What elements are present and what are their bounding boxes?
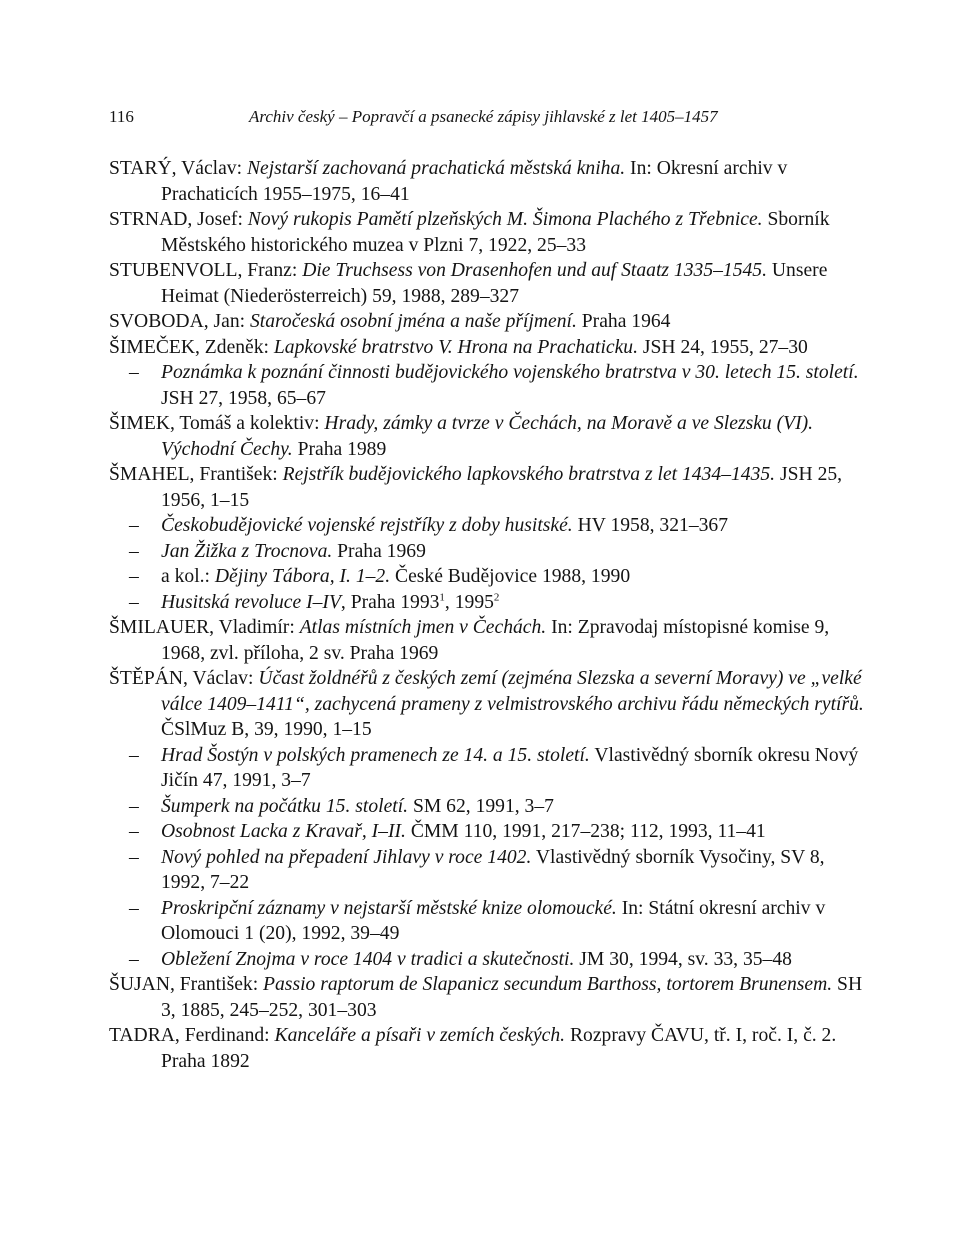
bibliography-entry (109, 335, 869, 361)
entry-details: Rozpravy ČAVU, tř. I, roč. I, č. 2. Praha 1892 (161, 1025, 837, 1072)
bibliography-subentry (109, 360, 869, 411)
dash-marker: – (129, 591, 139, 613)
dash-marker: – (129, 515, 139, 536)
entry-details: Praha 1964 (576, 311, 671, 332)
entry-author: TADRA, Ferdinand: (109, 1025, 275, 1046)
bibliography-list (109, 156, 869, 1074)
bibliography-subentry (109, 590, 869, 616)
bibliography-subentry (109, 513, 869, 539)
entry-details: JSH 24, 1955, 27–30 (637, 336, 808, 358)
bibliography-subentry (109, 539, 869, 565)
entry-author: ŠIMEK, Tomáš a kolektiv: (109, 413, 325, 434)
bibliography-entry (109, 309, 869, 335)
entry-title: Českobudějovické vojenské rejstříky z doby husitské. (161, 515, 573, 536)
bibliography-entry (109, 615, 869, 666)
entry-title: Obležení Znojma v roce 1404 v tradici a skutečnosti. (161, 948, 575, 970)
entry-details: Vlastivědný sborník Vysočiny, SV 8, 1992, 7–22 (161, 846, 825, 893)
entry-title: Staročeská osobní jména a naše příjmení. (249, 311, 577, 332)
page-header (109, 104, 869, 130)
entry-title: Hrad Šostýn v polských pramenech ze 14. a 15. století. (161, 744, 590, 766)
entry-author: SVOBODA, Jan: (109, 311, 250, 332)
entry-details: In: Zpravodaj místopisné komise 9, 1968, zvl. příloha, 2 sv. Praha 1969 (161, 617, 830, 664)
entry-details: SM 62, 1991, 3–7 (408, 795, 554, 817)
entry-details: Praha 1989 (292, 438, 387, 460)
entry-details: České Budějovice 1988, 1990 (390, 566, 631, 587)
dash-marker: – (129, 821, 139, 842)
edition-superscript: 2 (493, 590, 500, 603)
entry-title: Dějiny Tábora, I. 1–2. (214, 566, 391, 587)
dash-marker: – (129, 540, 139, 562)
bibliography-subentry (109, 819, 869, 845)
entry-title: Atlas místních jmen v Čechách. (299, 617, 547, 638)
dash-marker: – (129, 795, 139, 817)
entry-details: ČMM 110, 1991, 217–238; 112, 1993, 11–41 (405, 821, 766, 842)
entry-details: SH 3, 1885, 245–252, 301–303 (161, 974, 863, 1021)
entry-title: Proskripční záznamy v nejstarší městské knize olomoucké. (161, 897, 617, 919)
page-number: 116 (109, 107, 134, 126)
entry-title: Lapkovské bratrstvo V. Hrona na Prachaticku. (273, 336, 638, 358)
bibliography-entry (109, 411, 869, 462)
entry-title: Účast žoldnéřů z českých zemí (zejména Slezska a severní Moravy) ve „velké válce 1409–1411“, zachycená prameny z velmistrovského archivu řádu německých rytířů. (161, 668, 864, 715)
dash-marker: – (129, 897, 139, 919)
dash-marker: – (129, 744, 139, 766)
entry-title: Jan Žižka z Trocnova. (161, 540, 333, 562)
entry-details: Sborník Městského historického muzea v Plzni 7, 1922, 25–33 (161, 209, 830, 256)
bibliography-subentry (109, 743, 869, 794)
bibliography-entry (109, 258, 869, 309)
entry-author: STRNAD, Josef: (109, 209, 248, 230)
entry-title: Šumperk na počátku 15. století. (161, 795, 409, 817)
bibliography-entry (109, 666, 869, 743)
entry-details: Vlastivědný sborník okresu Nový Jičín 47, 1991, 3–7 (161, 744, 859, 791)
dash-marker: – (129, 846, 139, 868)
entry-details: Unsere Heimat (Niederösterreich) 59, 1988, 289–327 (161, 260, 828, 307)
entry-title: Osobnost Lacka z Kravař, I–II. (161, 821, 406, 842)
dash-marker: – (129, 948, 139, 970)
dash-marker: – (129, 362, 139, 383)
entry-title: Poznámka k poznání činnosti budějovického vojenského bratrstva v 30. letech 15. století. (161, 362, 859, 383)
entry-details: HV 1958, 321–367 (572, 515, 729, 536)
bibliography-entry (109, 462, 869, 513)
entry-title: Nejstarší zachovaná prachatická městská kniha. (246, 158, 626, 179)
entry-author: ŠUJAN, František: (109, 974, 264, 995)
entry-author: ŠTĚPÁN, Václav: (109, 668, 259, 689)
entry-title: Nový rukopis Pamětí plzeňských M. Šimona Plachého z Třebnice. (247, 209, 763, 230)
entry-title: Nový pohled na přepadení Jihlavy v roce 1402. (161, 846, 532, 868)
bibliography-subentry (109, 896, 869, 947)
entry-details: JSH 27, 1958, 65–67 (161, 387, 326, 409)
entry-details: In: Okresní archiv v Prachaticích 1955–1975, 16–41 (161, 158, 788, 205)
entry-author: STUBENVOLL, Franz: (109, 260, 303, 281)
entry-title: Husitská revoluce I–IV (161, 591, 341, 613)
bibliography-entry (109, 972, 869, 1023)
entry-author: STARÝ, Václav: (109, 158, 247, 179)
entry-details: In: Státní okresní archiv v Olomouci 1 (20), 1992, 39–49 (161, 897, 826, 944)
entry-details: ČSlMuz B, 39, 1990, 1–15 (161, 719, 372, 740)
bibliography-subentry (109, 947, 869, 973)
bibliography-entry (109, 156, 869, 207)
bibliography-subentry (109, 564, 869, 590)
bibliography-subentry (109, 845, 869, 896)
entry-title: Kanceláře a písaři v zemích českých. (274, 1025, 566, 1046)
bibliography-entry (109, 1023, 869, 1074)
edition-superscript: 1 (439, 590, 445, 603)
entry-author: ŠMILAUER, Vladimír: (109, 617, 300, 638)
entry-title: Hrady, zámky a tvrze v Čechách, na Moravě a ve Slezsku (VI). Východní Čechy. (161, 413, 814, 460)
dash-marker: – (129, 566, 139, 587)
entry-author: ŠMAHEL, František: (109, 464, 283, 485)
running-title: Archiv český – Popravčí a psanecké zápisy jihlavské z let 1405–1457 (249, 107, 718, 126)
entry-details: Praha 1969 (332, 540, 426, 562)
entry-title: Die Truchsess von Drasenhofen und auf Staatz 1335–1545. (302, 260, 767, 281)
entry-details-continued: , 1995 (444, 591, 494, 613)
entry-details: JSH 25, 1956, 1–15 (161, 464, 843, 511)
entry-details: , Praha 1993 (340, 591, 440, 613)
entry-details: JM 30, 1994, sv. 33, 35–48 (574, 948, 792, 970)
bibliography-subentry (109, 794, 869, 820)
entry-author: ŠIMEČEK, Zdeněk: (109, 336, 274, 358)
entry-title: Rejstřík budějovického lapkovského bratrstva z let 1434–1435. (282, 464, 776, 485)
bibliography-entry (109, 207, 869, 258)
entry-title: Passio raptorum de Slapanicz secundum Barthoss, tortorem Brunensem. (263, 974, 833, 995)
entry-prefix: a kol.: (161, 566, 215, 587)
